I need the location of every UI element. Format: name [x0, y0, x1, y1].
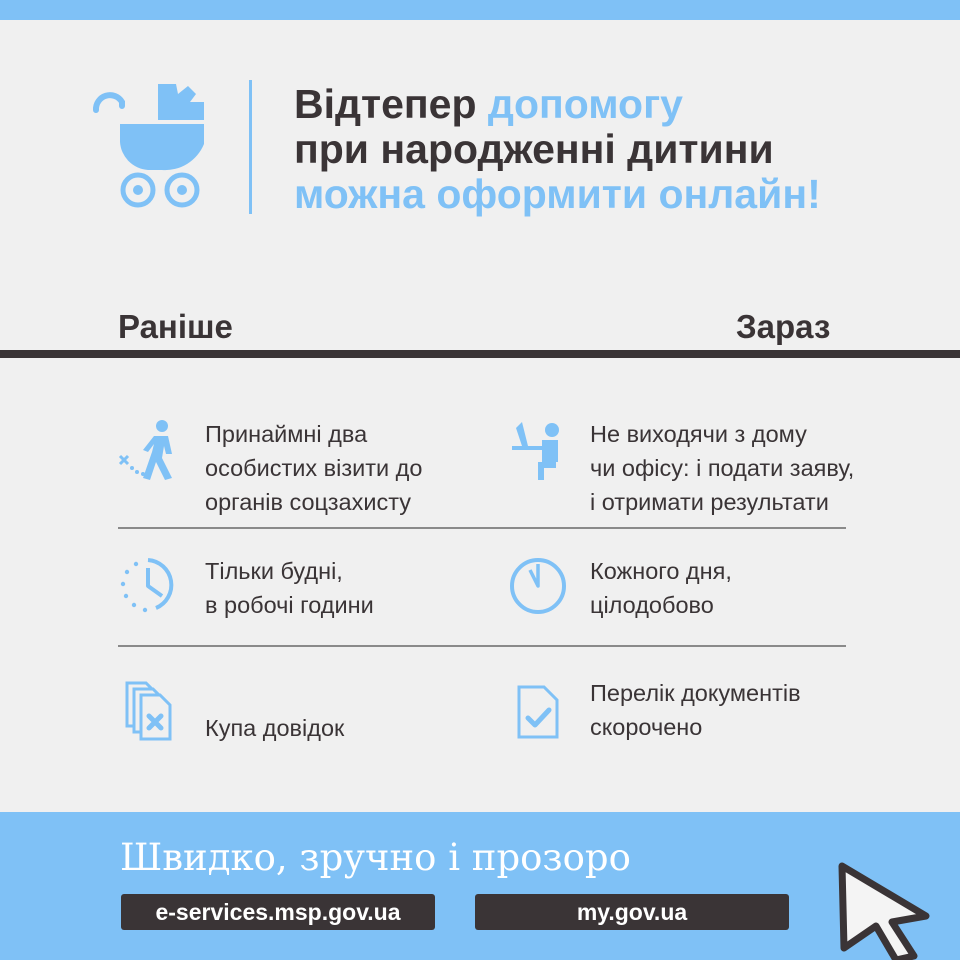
row2-before-text — [205, 554, 374, 622]
document-check-icon — [516, 684, 560, 740]
columns-divider — [0, 350, 960, 358]
headline-line3: можна оформити онлайн! — [294, 171, 821, 217]
row1-before-line: Принаймні два — [205, 421, 368, 447]
row1-before-line: органів соцзахисту — [205, 489, 412, 515]
headline — [294, 82, 821, 217]
link-e-services[interactable]: e-services.msp.gov.ua — [121, 894, 435, 930]
row2-before-line: в робочі години — [205, 592, 374, 618]
footer-slogan: Швидко, зручно і прозоро — [120, 836, 631, 879]
link-my-gov[interactable]: my.gov.ua — [475, 894, 789, 930]
footer-band — [0, 812, 960, 960]
document-stack-cross-icon — [124, 680, 176, 742]
row3-now-line: скорочено — [590, 714, 703, 740]
headline-line2: при народженні дитини — [294, 126, 774, 172]
baby-stroller-icon — [92, 80, 210, 210]
partial-clock-icon — [118, 556, 180, 614]
headline-line1-start: Відтепер — [294, 81, 488, 127]
row3-now-line: Перелік документів — [590, 680, 801, 706]
headline-line1-highlight: допомогу — [487, 81, 683, 127]
row1-before-text — [205, 417, 422, 519]
row1-now-text — [590, 417, 854, 519]
row1-now-line: і отримати результати — [590, 489, 829, 515]
walking-person-icon — [116, 418, 184, 482]
row3-before-text — [205, 711, 344, 745]
person-at-computer-icon — [512, 418, 564, 482]
row-divider — [118, 527, 846, 529]
top-accent-bar — [0, 0, 960, 20]
column-title-before: Раніше — [118, 308, 233, 345]
row2-now-text — [590, 554, 732, 622]
row1-now-line: чи офісу: і подати заяву, — [590, 455, 855, 481]
row2-before-line: Тільки будні, — [205, 558, 343, 584]
header-divider — [249, 80, 252, 214]
row1-now-line: Не виходячи з дому — [590, 421, 807, 447]
row1-before-line: особистих візити до — [205, 455, 423, 481]
column-title-now: Зараз — [736, 308, 831, 345]
row3-now-text — [590, 676, 801, 744]
mouse-pointer-icon — [830, 860, 940, 960]
row-divider — [118, 645, 846, 647]
row2-now-line: цілодобово — [590, 592, 714, 618]
row2-now-line: Кожного дня, — [590, 558, 732, 584]
row3-before-line: Купа довідок — [205, 715, 345, 741]
full-clock-icon — [508, 556, 568, 616]
